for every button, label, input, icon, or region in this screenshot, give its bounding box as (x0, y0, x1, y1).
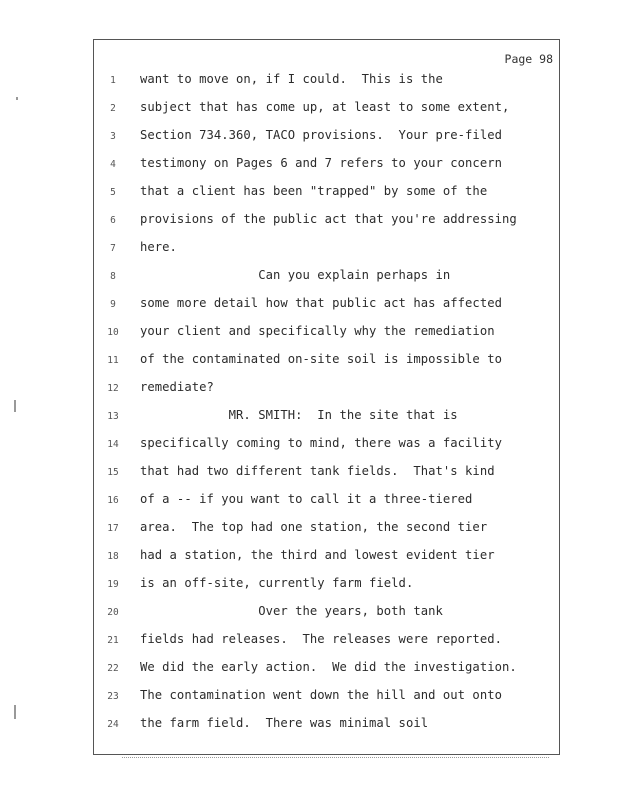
line-number: 24 (107, 719, 119, 730)
line-text: Section 734.360, TACO provisions. Your pre-filed (140, 128, 502, 142)
line-text: your client and specifically why the remediation (140, 324, 495, 338)
line-text: that had two different tank fields. That's kind (140, 464, 495, 478)
line-text: had a station, the third and lowest evident tier (140, 548, 495, 562)
line-number: 9 (110, 299, 116, 310)
line-number: 22 (107, 663, 119, 674)
line-number: 14 (107, 439, 119, 450)
line-number: 7 (110, 243, 116, 254)
line-number: 21 (107, 635, 119, 646)
line-text: Over the years, both tank (140, 604, 443, 618)
line-text: want to move on, if I could. This is the (140, 72, 443, 86)
line-number: 18 (107, 551, 119, 562)
line-number: 19 (107, 579, 119, 590)
line-number: 16 (107, 495, 119, 506)
line-text: of the contaminated on-site soil is impossible to (140, 352, 502, 366)
line-text: MR. SMITH: In the site that is (140, 408, 458, 422)
line-number: 17 (107, 523, 119, 534)
page-number: Page 98 (504, 52, 553, 66)
line-text: We did the early action. We did the investigation. (140, 660, 517, 674)
line-number: 8 (110, 271, 116, 282)
line-text: area. The top had one station, the second tier (140, 520, 488, 534)
margin-mark (14, 705, 16, 719)
margin-mark (16, 97, 18, 100)
line-number: 11 (107, 355, 119, 366)
line-number: 5 (110, 187, 116, 198)
transcript-page-frame (93, 39, 560, 755)
line-text: specifically coming to mind, there was a facility (140, 436, 502, 450)
line-text: here. (140, 240, 177, 254)
line-text: is an off-site, currently farm field. (140, 576, 414, 590)
line-number: 13 (107, 411, 119, 422)
line-number: 15 (107, 467, 119, 478)
line-text: the farm field. There was minimal soil (140, 716, 429, 730)
line-number: 10 (107, 327, 119, 338)
line-text: some more detail how that public act has affected (140, 296, 502, 310)
line-number: 20 (107, 607, 119, 618)
line-text: Can you explain perhaps in (140, 268, 451, 282)
line-text: fields had releases. The releases were reported. (140, 632, 502, 646)
line-text: The contamination went down the hill and out onto (140, 688, 502, 702)
line-text: that a client has been "trapped" by some of the (140, 184, 488, 198)
line-text: remediate? (140, 380, 214, 394)
line-number: 2 (110, 103, 116, 114)
line-number: 4 (110, 159, 116, 170)
line-number: 12 (107, 383, 119, 394)
line-text: subject that has come up, at least to some extent, (140, 100, 510, 114)
line-number: 3 (110, 131, 116, 142)
line-number: 1 (110, 75, 116, 86)
line-text: provisions of the public act that you're addressing (140, 212, 517, 226)
line-number: 23 (107, 691, 119, 702)
line-text: testimony on Pages 6 and 7 refers to your concern (140, 156, 502, 170)
margin-mark (14, 400, 16, 412)
line-text: of a -- if you want to call it a three-tiered (140, 492, 473, 506)
line-number: 6 (110, 215, 116, 226)
